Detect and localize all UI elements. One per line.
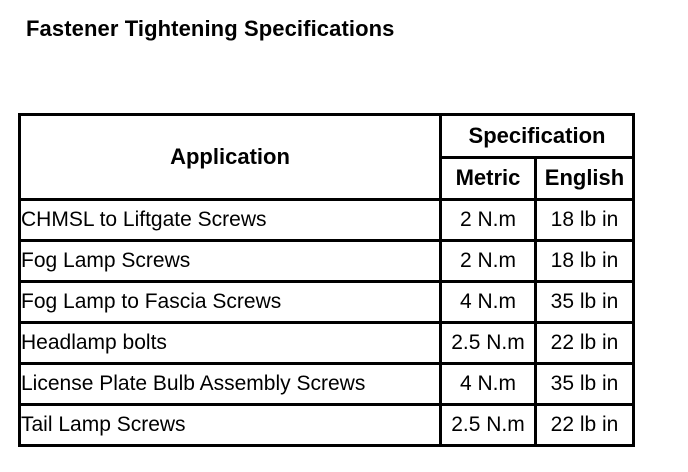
application-cell: License Plate Bulb Assembly Screws <box>20 364 441 405</box>
metric-cell: 2 N.m <box>441 200 536 241</box>
english-cell: 35 lb in <box>536 364 634 405</box>
page-title: Fastener Tightening Specifications <box>26 16 395 41</box>
metric-cell: 4 N.m <box>441 364 536 405</box>
column-header-metric: Metric <box>441 157 536 200</box>
application-cell: CHMSL to Liftgate Screws <box>20 200 441 241</box>
metric-cell: 2.5 N.m <box>441 405 536 446</box>
application-cell: Fog Lamp Screws <box>20 241 441 282</box>
table-row <box>20 364 634 405</box>
column-header-application: Application <box>20 115 441 200</box>
application-cell: Headlamp bolts <box>20 323 441 364</box>
table-row <box>20 241 634 282</box>
table-row <box>20 405 634 446</box>
table-row <box>20 200 634 241</box>
english-cell: 22 lb in <box>536 405 634 446</box>
english-cell: 18 lb in <box>536 241 634 282</box>
column-header-specification: Specification <box>441 115 634 158</box>
application-cell: Fog Lamp to Fascia Screws <box>20 282 441 323</box>
english-cell: 18 lb in <box>536 200 634 241</box>
specifications-table <box>18 113 635 447</box>
table-header-row <box>20 115 634 158</box>
english-cell: 22 lb in <box>536 323 634 364</box>
table-row <box>20 323 634 364</box>
metric-cell: 2.5 N.m <box>441 323 536 364</box>
metric-cell: 4 N.m <box>441 282 536 323</box>
column-header-english: English <box>536 157 634 200</box>
metric-cell: 2 N.m <box>441 241 536 282</box>
english-cell: 35 lb in <box>536 282 634 323</box>
application-cell: Tail Lamp Screws <box>20 405 441 446</box>
table-row <box>20 282 634 323</box>
